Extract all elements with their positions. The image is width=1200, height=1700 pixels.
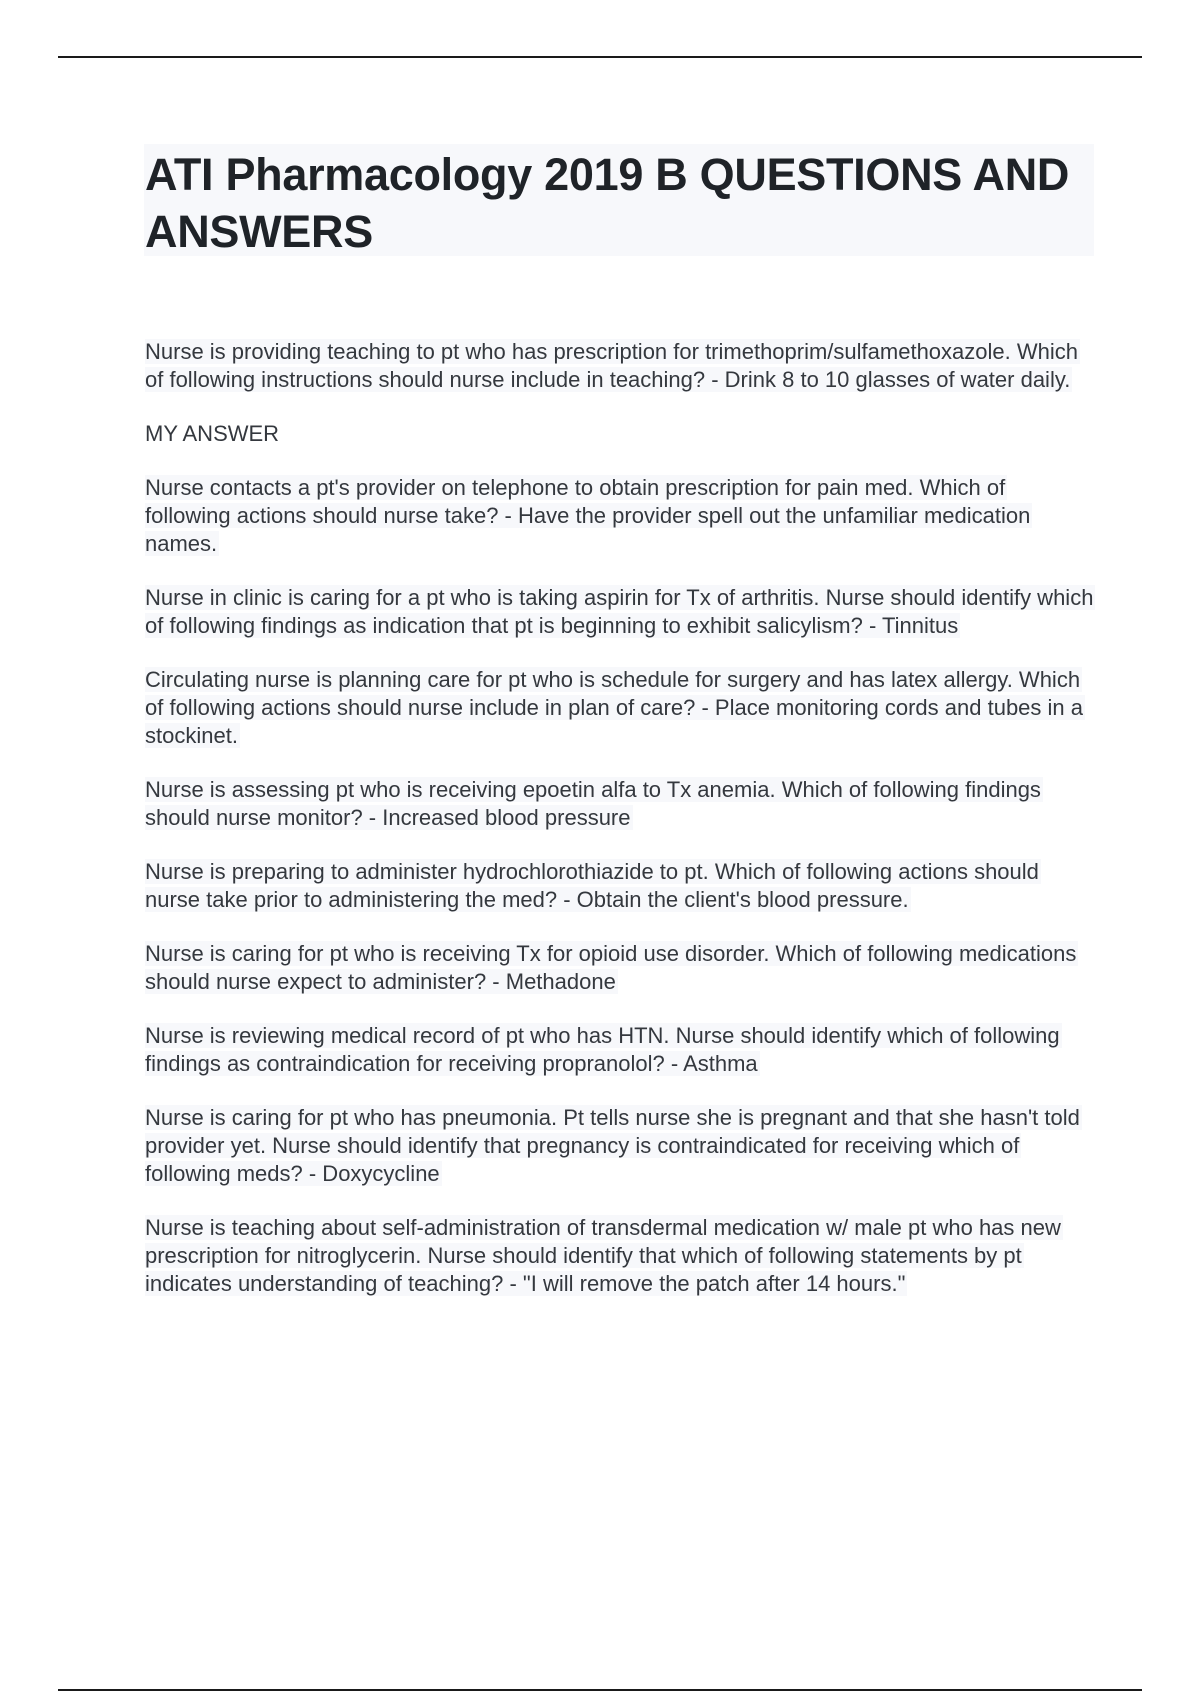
page-title: ATI Pharmacology 2019 B QUESTIONS AND ANSWERS	[145, 149, 1070, 257]
qa-item	[145, 1214, 1095, 1298]
qa-item	[145, 338, 1095, 394]
qa-item	[145, 940, 1095, 996]
qa-item	[145, 666, 1095, 750]
qa-item	[145, 474, 1095, 558]
qa-item-text: Nurse in clinic is caring for a pt who is taking aspirin for Tx of arthritis. Nurse should identify which of following findings as indication that pt is beginning to exhibit salicylism? - Tinnitus	[145, 585, 1094, 638]
qa-item	[145, 858, 1095, 914]
qa-item-text: Nurse is reviewing medical record of pt who has HTN. Nurse should identify which of following findings as contraindication for receiving propranolol? - Asthma	[145, 1023, 1060, 1076]
top-rule	[58, 56, 1142, 58]
qa-item	[145, 1022, 1095, 1078]
qa-item	[145, 1104, 1095, 1188]
qa-item-text: Nurse is teaching about self-administration of transdermal medication w/ male pt who has new prescription for nitroglycerin. Nurse should identify that which of following statements by pt indicates understanding of teaching? - "I will remove the patch after 14 hours."	[145, 1215, 1061, 1296]
qa-list	[145, 338, 1095, 1324]
qa-item	[145, 584, 1095, 640]
qa-item-text: Nurse is preparing to administer hydrochlorothiazide to pt. Which of following actions should nurse take prior to administering the med? - Obtain the client's blood pressure.	[145, 859, 1039, 912]
my-answer-note	[145, 420, 1095, 448]
qa-item-text: Nurse is caring for pt who has pneumonia. Pt tells nurse she is pregnant and that she hasn't told provider yet. Nurse should identify that pregnancy is contraindicated for receiving which of following meds? - Doxycycline	[145, 1105, 1080, 1186]
qa-item-text: Nurse is providing teaching to pt who has prescription for trimethoprim/sulfamethoxazole. Which of following instructions should nurse include in teaching? - Drink 8 to 10 glasses of water daily.	[145, 339, 1078, 392]
qa-item-text: Nurse is caring for pt who is receiving Tx for opioid use disorder. Which of following medications should nurse expect to administer? - Methadone	[145, 941, 1077, 994]
my-answer-text: MY ANSWER	[145, 421, 280, 446]
qa-item-text: Nurse is assessing pt who is receiving epoetin alfa to Tx anemia. Which of following findings should nurse monitor? - Increased blood pressure	[145, 777, 1041, 830]
bottom-rule	[58, 1689, 1142, 1691]
qa-item-text: Nurse contacts a pt's provider on telephone to obtain prescription for pain med. Which of following actions should nurse take? - Have the provider spell out the unfamiliar medication names.	[145, 475, 1031, 556]
qa-item-text: Circulating nurse is planning care for pt who is schedule for surgery and has latex allergy. Which of following actions should nurse include in plan of care? - Place monitoring cords and tubes in a stockinet.	[145, 667, 1083, 748]
qa-item	[145, 776, 1095, 832]
